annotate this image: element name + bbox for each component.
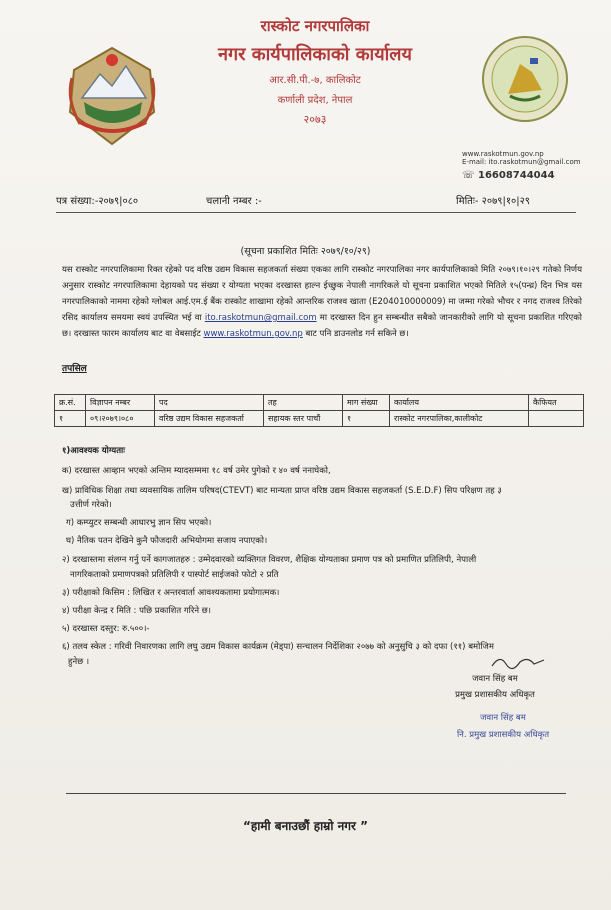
- requirement-item: ४) परीक्षा केन्द्र र मिति : पछि प्रकाशित गरिने छ।: [62, 606, 211, 616]
- requirement-item-continued: उत्तीर्ण गरेको।: [70, 500, 112, 510]
- table-header-cell: कैफियत: [529, 395, 584, 411]
- stamp-title: नि. प्रमुख प्रशासकीय अधिकृत: [456, 730, 550, 740]
- municipality-seal-icon: [480, 34, 570, 124]
- footer-divider: [66, 793, 566, 794]
- office-address: आर.सी.पी.-७, कालिकोट: [269, 75, 361, 86]
- requirement-item-continued: नागरिकताको प्रमाणपत्रको प्रतिलिपी र पास्पोर्ट साईजको फोटो २ प्रति: [70, 570, 279, 580]
- table-cell: ०९।२०७९।०८०: [86, 411, 155, 427]
- nepal-emblem-icon: [62, 40, 162, 150]
- vacancy-table: [54, 394, 584, 427]
- table-cell: १: [55, 411, 86, 427]
- requirement-item: ३) परीक्षाको किसिम : लिखित र अन्तरवार्ता आवश्यकतामा प्रयोगात्मक।: [62, 588, 280, 598]
- table-header-cell: कार्यालय: [390, 395, 529, 411]
- header-divider: [56, 212, 576, 213]
- notice-publish-date: (सूचना प्रकाशित मितिः २०७९/१०/२९): [240, 246, 371, 257]
- requirement-item: ख) प्राविधिक शिक्षा तथा व्यवसायिक तालिम परिषद(CTEVT) बाट मान्यता प्राप्त वरिष्ठ उद्यम विकास सहजकर्ता (S.E.D.F) सिप परिक्षण तह ३: [62, 486, 502, 496]
- requirement-item: ६) तलव स्केल : गरिवी निवारणका लागि लघु उद्यम विकास कार्यक्रम (मेड्पा) सन्चालन निर्देशिका २०७७ को अनुसुचि ३ को दफा (११) बमोजिम: [62, 642, 494, 652]
- table-row: [55, 411, 584, 427]
- municipality-name: रास्कोट नगरपालिका: [260, 17, 370, 35]
- chalani-number: चलानी नम्बर :-: [206, 196, 262, 207]
- table-cell: रास्कोट नगरपालिका,कालीकोट: [390, 411, 529, 427]
- signatory-name: जवान सिंह बम: [472, 674, 518, 684]
- requirement-item: ५) दरखास्त दस्तुर: रु.५००।-: [62, 624, 150, 634]
- table-cell: सहायक स्तर पाचौं: [264, 411, 343, 427]
- table-header-cell: पद: [155, 395, 264, 411]
- requirement-item: २) दरखास्तमा संलग्न गर्नु पर्ने कागजातहरु : उम्मेदवारको व्यक्तिगत विवरण, शैक्षिक योग्यताका प्रमाण पत्र को प्रमाणित प्रतिलिपी, नेपाली: [62, 555, 477, 565]
- table-header-cell: माग संख्या: [343, 395, 390, 411]
- table-cell: १: [343, 411, 390, 427]
- website-text: www.raskotmun.gov.np: [462, 150, 544, 158]
- stamp-name: जवान सिंह बम: [480, 713, 526, 723]
- table-header-cell: क्र.सं.: [55, 395, 86, 411]
- notice-body: यस रास्कोट नगरपालिकामा रिक्त रहेको पद वरिष्ठ उद्यम विकास सहजकर्ता संख्या एकका लागि रास्कोट नगरपालिका नगर कार्यपालिकाको मिति २०७९।१०।२९ गतेको निर्णय अनुसार रास्कोट नगरपालिकामा देहायको पद संख्या र योग्यता भएका दरखास्त हाल्न ईच्छुक नेपाली नागरिकले यो सूचना प्रकाशित भएको मितिले १५(पन्ध्र) दिन भित्र यस नगरपालिकाको नाममा रहेको ग्लोबल आई.एम.ई बैंक रास्कोट शाखामा रहेको आन्तरिक राजश्व खाता (E204010000009) मा जम्मा गरेको भौचर र नगद राजश्व तिरेको रसिद कार्यालय समयमा स्वयं उपस्थित भई वा ito.raskotmun@gmail.com मा दरखास्त दिन हुन सम्बन्धीत सबैको जानकारीको लागि यो सूचना प्रकाशित गरिएको छ। दरखास्त फारम कार्यालय बाट वा वेबसाईट www.raskotmun.gov.np बाट पनि डाउनलोड गर्न सकिने छ।: [62, 265, 582, 339]
- contact-block: [462, 150, 602, 181]
- patra-sankhya: पत्र संख्या:-२०७९|०८०: [56, 196, 139, 207]
- tapsil-heading: तपसिल: [62, 364, 87, 374]
- signatory-title: प्रमुख प्रशासकीय अधिकृत: [455, 690, 535, 700]
- office-name: नगर कार्यपालिकाको कार्यालय: [218, 44, 412, 65]
- signatory-block: [420, 655, 570, 700]
- requirement-item: क) दरखास्त आव्हान भएको अन्तिम म्यादसम्ममा १८ वर्ष उमेर पुगेको र ४० वर्ष ननाघेको,: [62, 466, 331, 476]
- table-cell: [529, 411, 584, 427]
- table-header-cell: तह: [264, 395, 343, 411]
- phone-icon: ☏: [462, 170, 478, 181]
- province: कर्णाली प्रदेश, नेपाल: [277, 95, 353, 106]
- table-header-cell: विज्ञापन नम्बर: [86, 395, 155, 411]
- letter-date: मितिः- २०७९|१०|२९: [456, 196, 531, 207]
- table-cell: वरिष्ठ उद्यम विकास सहजकर्ता: [155, 411, 264, 427]
- website-link[interactable]: www.raskotmun.gov.np: [203, 329, 303, 339]
- requirement-item: ग) कम्प्युटर सम्बन्धी आधारभु ज्ञान सिप भएको।: [66, 518, 212, 528]
- requirement-item-continued: हुनेछ ।: [68, 657, 90, 667]
- slogan: “हामी बनाउछौं हाम्रो नगर ”: [242, 819, 369, 833]
- official-stamp: [438, 712, 568, 740]
- established-year: २०७३: [303, 113, 327, 126]
- email-text: E-mail: ito.raskotmun@gmail.com: [462, 158, 581, 166]
- email-link[interactable]: ito.raskotmun@gmail.com: [204, 313, 317, 323]
- table-header-row: [55, 395, 584, 411]
- requirements-heading: १)आवश्यक योग्यताः: [62, 446, 125, 456]
- reference-line: [56, 193, 576, 209]
- requirement-item: घ) नैतिक पतन देखिने कुनै फौजदारी अभियोगमा सजाय नपाएको।: [66, 536, 268, 546]
- phone-number: ☏ 16608744044: [462, 170, 555, 181]
- letterhead: [170, 12, 460, 127]
